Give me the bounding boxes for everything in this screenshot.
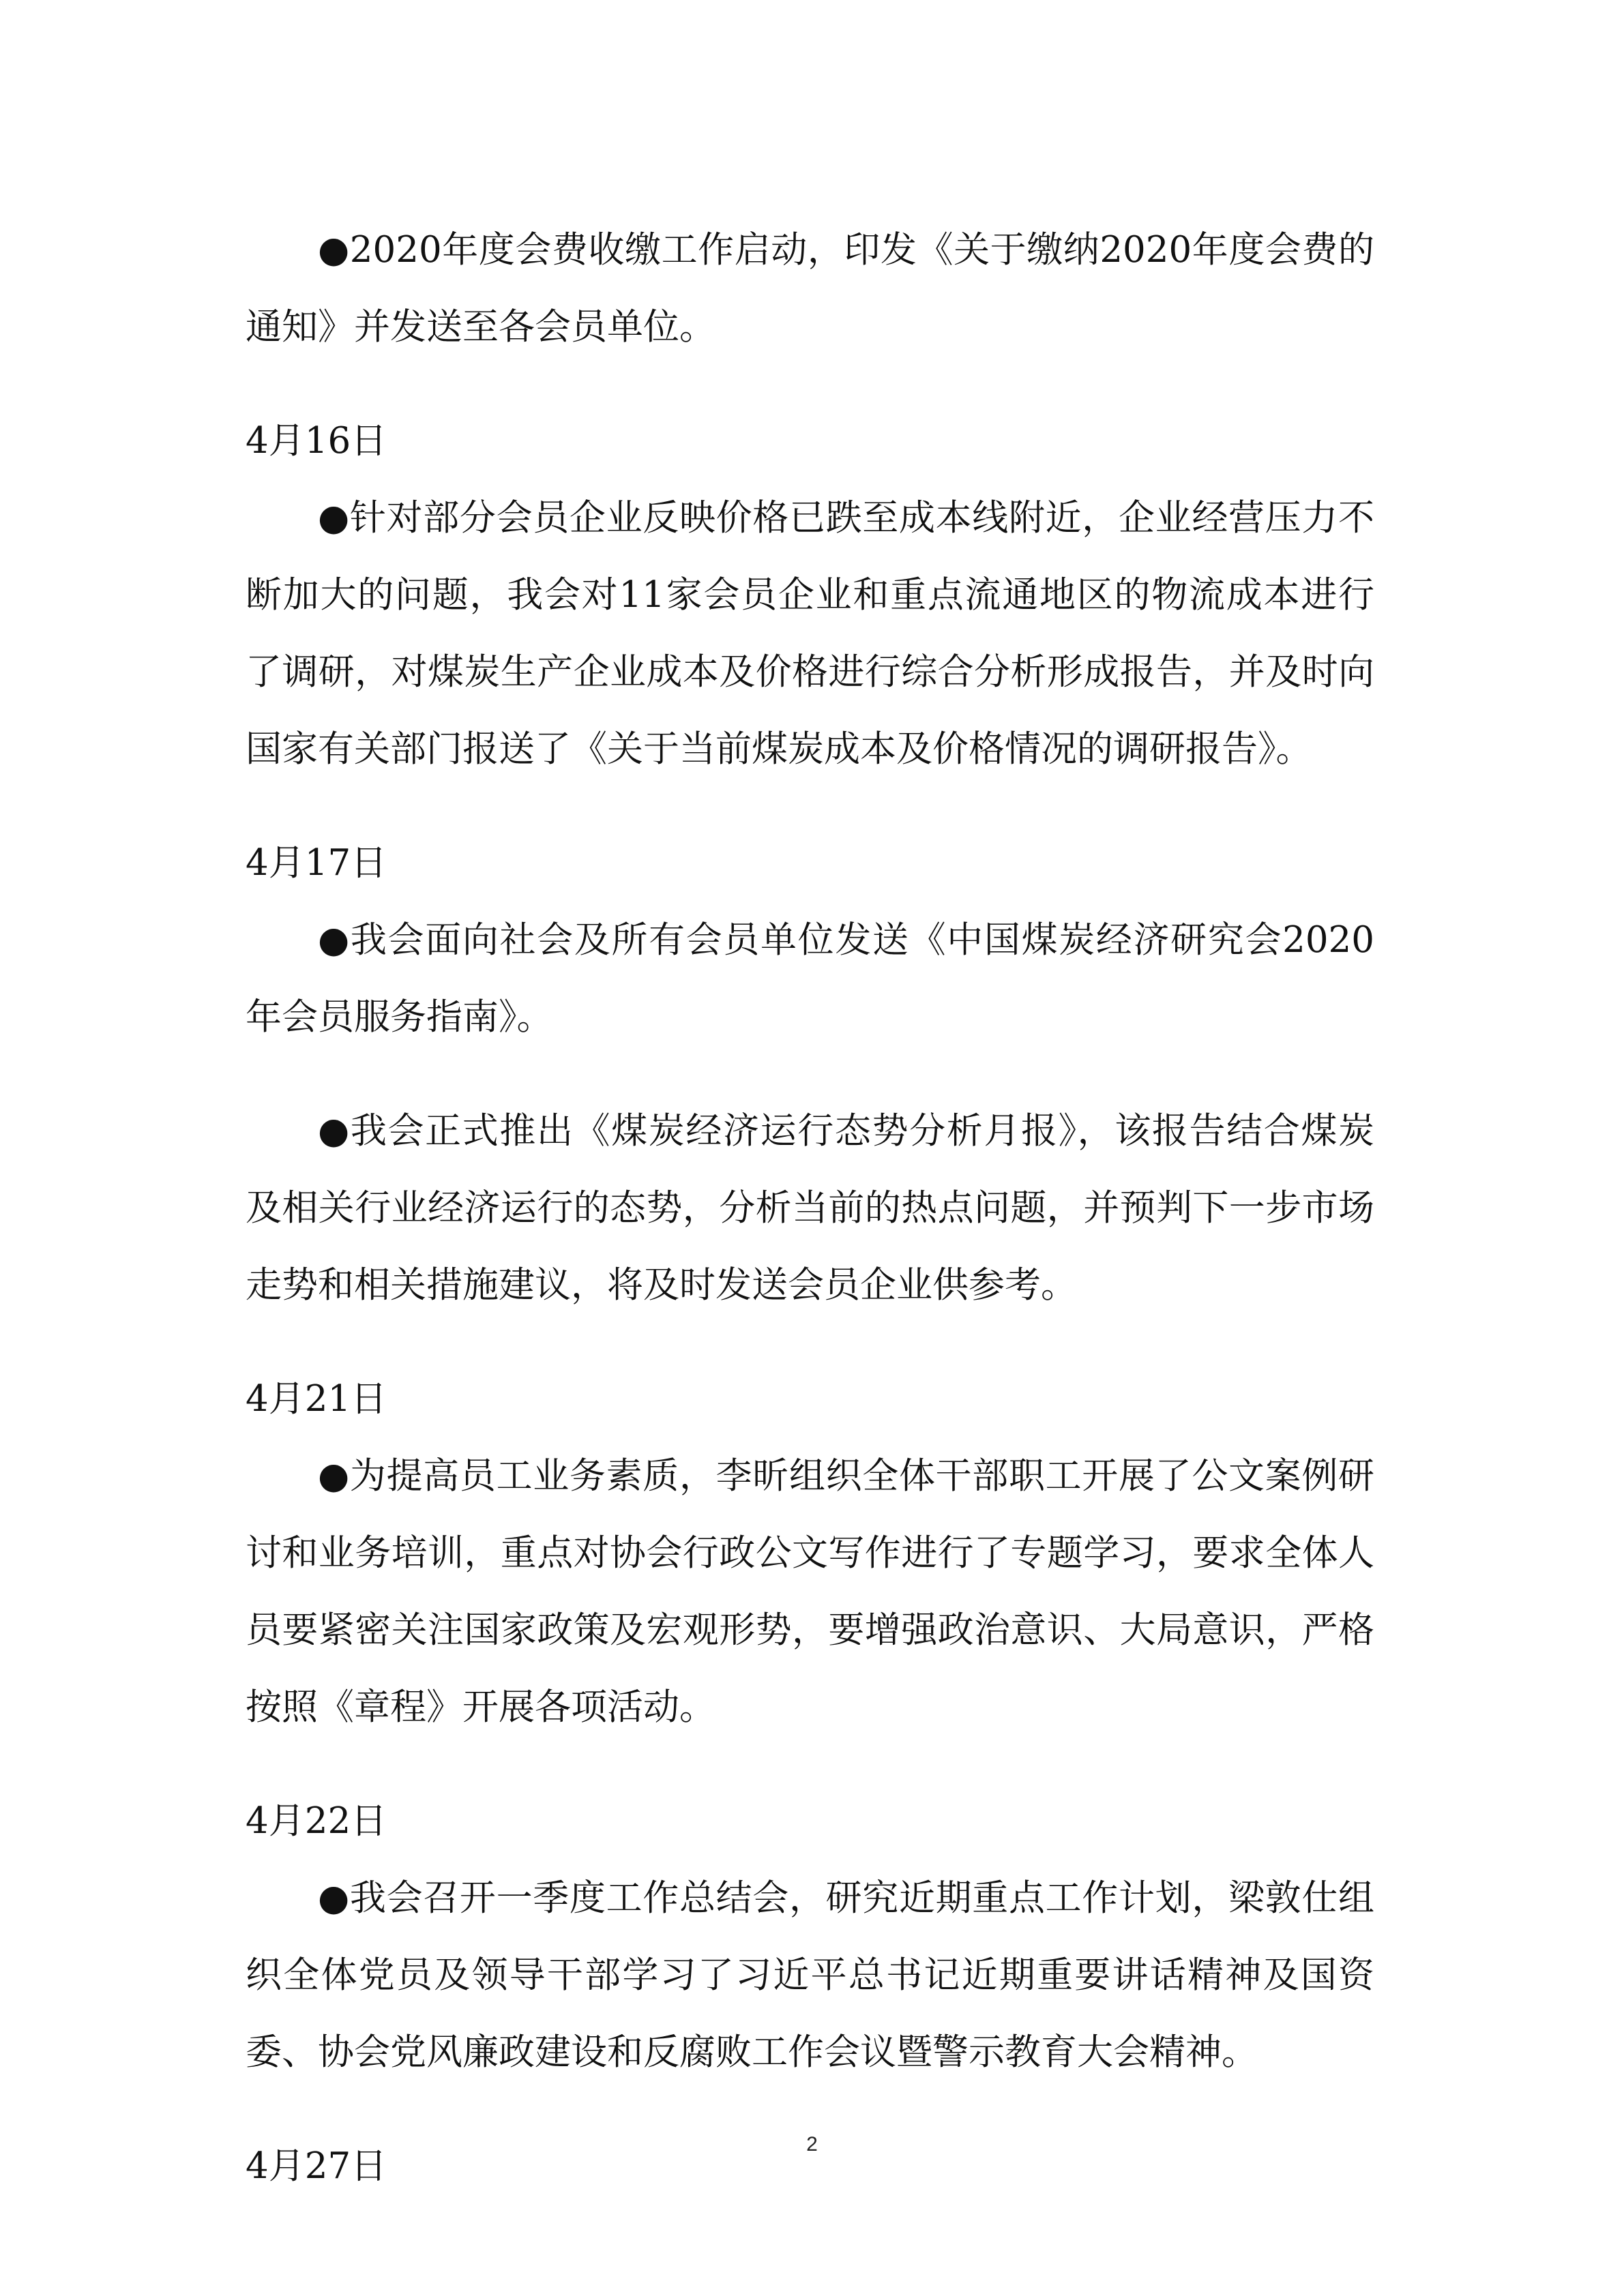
date-heading-apr-21: 4月21日 [246,1378,387,1420]
paragraph-quarterly-meeting: ●我会召开一季度工作总结会，研究近期重点工作计划，梁敦仕组织全体党员及领导干部学习了习近平总书记近期重要讲话精神及国资委、协会党风廉政建设和反腐败工作会议暨警示教育大会精神。 [246,1877,1374,2073]
date-heading-apr-27: 4月27日 [246,2145,387,2187]
spacer [246,366,1374,402]
document-body [246,211,1374,2205]
paragraph-fee-collection: ●2020年度会费收缴工作启动，印发《关于缴纳2020年度会费的通知》并发送至各会员单位。 [246,229,1374,348]
spacer [246,1746,1374,1783]
page-number: 2 [806,2133,818,2156]
paragraph-service-guide: ●我会面向社会及所有会员单位发送《中国煤炭经济研究会2020年会员服务指南》。 [246,919,1374,1038]
spacer [246,1056,1374,1092]
spacer [246,1324,1374,1360]
date-heading-apr-17: 4月17日 [246,842,387,884]
date-heading-apr-22: 4月22日 [246,1800,387,1842]
spacer [246,2091,1374,2128]
paragraph-cost-survey: ●针对部分会员企业反映价格已跌至成本线附近，企业经营压力不断加大的问题，我会对11家会员企业和重点流通地区的物流成本进行了调研，对煤炭生产企业成本及价格进行综合分析形成报告，并及时向国家有关部门报送了《关于当前煤炭成本及价格情况的调研报告》。 [246,497,1374,770]
paragraph-monthly-report: ●我会正式推出《煤炭经济运行态势分析月报》，该报告结合煤炭及相关行业经济运行的态势，分析当前的热点问题，并预判下一步市场走势和相关措施建议，将及时发送会员企业供参考。 [246,1110,1374,1306]
date-heading-apr-16: 4月16日 [246,420,387,462]
spacer [246,788,1374,824]
paragraph-staff-training: ●为提高员工业务素质，李昕组织全体干部职工开展了公文案例研讨和业务培训，重点对协会行政公文写作进行了专题学习，要求全体人员要紧密关注国家政策及宏观形势，要增强政治意识、大局意识，严格按照《章程》开展各项活动。 [246,1455,1374,1728]
